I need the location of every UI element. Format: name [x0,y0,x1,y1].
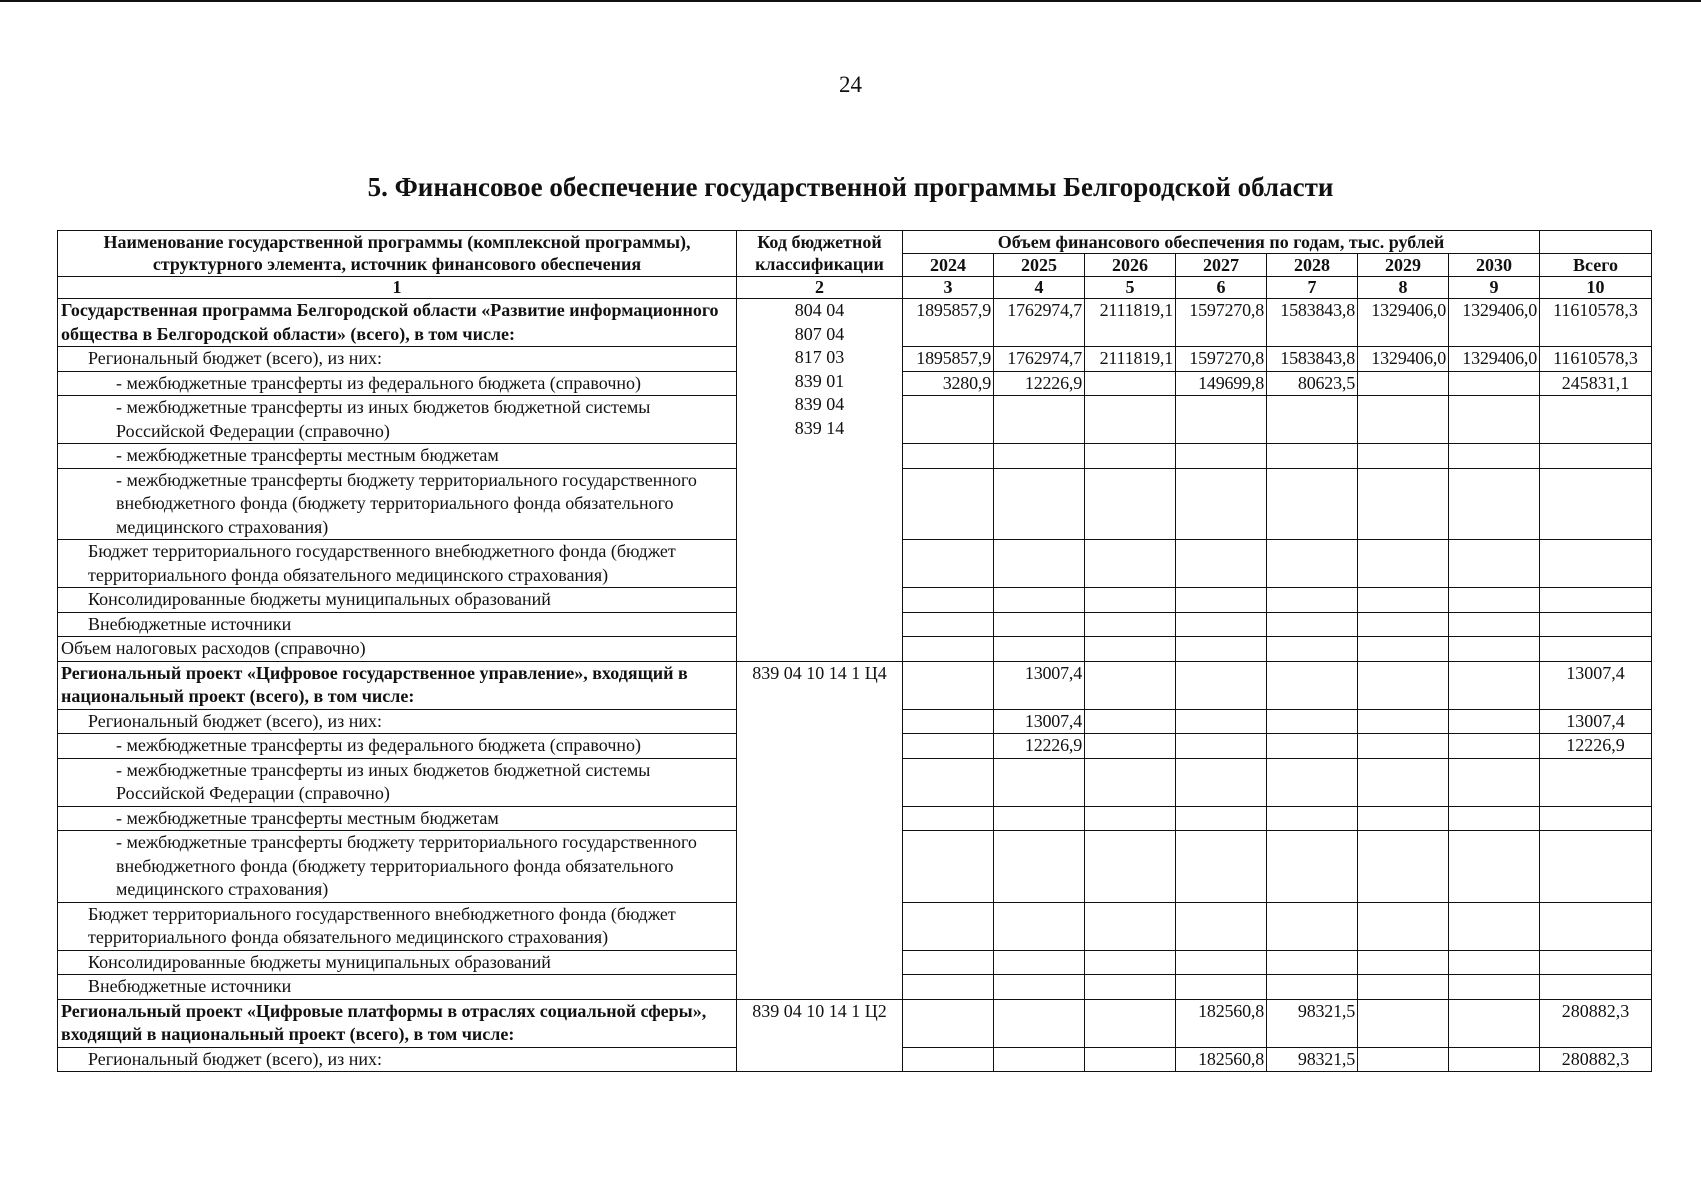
financing-table [57,230,1652,1072]
total-value-cell [1540,540,1652,588]
year-value-cell [994,902,1085,950]
year-value-cell [1176,734,1267,759]
year-value-cell [994,999,1085,1047]
year-value-cell [1176,806,1267,831]
year-value-cell [994,612,1085,637]
year-value-cell [1358,1047,1449,1072]
year-value-cell: 1329406,0 [1358,299,1449,347]
year-value-cell [1358,637,1449,662]
year-value-cell [1358,444,1449,469]
year-value-cell [1085,637,1176,662]
year-value-cell [1085,806,1176,831]
total-value-cell: 280882,3 [1540,1047,1652,1072]
year-value-cell [1449,444,1540,469]
year-value-cell [903,902,994,950]
year-value-cell [1085,1047,1176,1072]
total-value-cell [1540,588,1652,613]
year-value-cell [1176,975,1267,1000]
total-value-cell [1540,468,1652,540]
header-year: 2028 [1267,254,1358,277]
year-value-cell: 80623,5 [1267,371,1358,396]
header-code: Код бюджетной классификации [737,231,903,277]
year-value-cell [1267,396,1358,444]
row-name: - межбюджетные трансферты бюджету территориального государственного внебюджетного фонда (бюджету территориального фонда обязательного медицинского страхования) [58,831,737,903]
year-value-cell: 149699,8 [1176,371,1267,396]
year-value-cell: 98321,5 [1267,999,1358,1047]
year-value-cell [1358,588,1449,613]
year-value-cell [1449,588,1540,613]
year-value-cell [1449,396,1540,444]
year-value-cell [1267,758,1358,806]
budget-code: 839 04 10 14 1 Ц2 [752,1000,887,1021]
row-name: Региональный бюджет (всего), из них: [58,709,737,734]
year-value-cell [1358,709,1449,734]
project-name: Региональный проект «Цифровое государственное управление», входящий в национальный проект (всего), в том числе: [58,661,737,709]
year-value-cell [1176,709,1267,734]
year-value-cell [994,468,1085,540]
header-total: Всего [1540,254,1652,277]
year-value-cell [1267,612,1358,637]
column-number: 10 [1540,277,1652,299]
row-name: Региональный бюджет (всего), из них: [58,1047,737,1072]
year-value-cell [903,612,994,637]
row-name: Внебюджетные источники [58,975,737,1000]
year-value-cell [1176,831,1267,903]
header-total-spacer [1540,231,1652,254]
year-value-cell [1267,806,1358,831]
year-value-cell: 98321,5 [1267,1047,1358,1072]
column-number: 2 [737,277,903,299]
budget-code: 807 04 [794,323,845,344]
year-value-cell [1358,902,1449,950]
year-value-cell [1085,444,1176,469]
header-year: 2025 [994,254,1085,277]
column-number: 9 [1449,277,1540,299]
year-value-cell [994,588,1085,613]
year-value-cell [903,999,994,1047]
row-name: - межбюджетные трансферты из иных бюджетов бюджетной системы Российской Федерации (справочно) [58,396,737,444]
column-number: 3 [903,277,994,299]
row-name: Консолидированные бюджеты муниципальных образований [58,588,737,613]
year-value-cell [1267,637,1358,662]
total-value-cell: 13007,4 [1540,661,1652,709]
budget-code: 839 01 [794,370,845,391]
year-value-cell [1267,831,1358,903]
year-value-cell [903,637,994,662]
year-value-cell: 2111819,1 [1085,299,1176,347]
year-value-cell [1085,975,1176,1000]
year-value-cell [1176,468,1267,540]
year-value-cell [1449,612,1540,637]
page-number: 24 [839,72,862,97]
year-value-cell: 1583843,8 [1267,347,1358,372]
year-value-cell: 1762974,7 [994,347,1085,372]
total-value-cell: 12226,9 [1540,734,1652,759]
budget-code: 817 03 [794,347,845,367]
budget-code: 804 04 [794,300,845,320]
column-number: 7 [1267,277,1358,299]
year-value-cell [1449,468,1540,540]
year-value-cell: 1597270,8 [1176,347,1267,372]
year-value-cell [903,950,994,975]
year-value-cell [903,396,994,444]
row-name: Бюджет территориального государственного внебюджетного фонда (бюджет территориального фонда обязательного медицинского страхования) [58,902,737,950]
total-value-cell [1540,902,1652,950]
project-name: Региональный проект «Цифровые платформы в отраслях социальной сферы», входящий в национальный проект (всего), в том числе: [58,999,737,1047]
year-value-cell [1085,950,1176,975]
total-value-cell [1540,831,1652,903]
year-value-cell [1176,902,1267,950]
total-value-cell [1540,444,1652,469]
total-value-cell [1540,396,1652,444]
year-value-cell: 1762974,7 [994,299,1085,347]
year-value-cell: 1329406,0 [1358,347,1449,372]
year-value-cell [994,637,1085,662]
year-value-cell [1176,637,1267,662]
budget-codes-cell [737,661,903,999]
total-value-cell: 11610578,3 [1540,347,1652,372]
year-value-cell [903,806,994,831]
year-value-cell [1085,661,1176,709]
budget-codes-cell [737,999,903,1072]
year-value-cell [1449,758,1540,806]
total-value-cell: 13007,4 [1540,709,1652,734]
year-value-cell [1176,612,1267,637]
header-name: Наименование государственной программы (комплексной программы), структурного элемента, источник финансового обеспечения [58,231,737,277]
column-number: 5 [1085,277,1176,299]
year-value-cell [1176,396,1267,444]
year-value-cell [1449,540,1540,588]
year-value-cell [1358,734,1449,759]
year-value-cell [994,975,1085,1000]
year-value-cell [1085,902,1176,950]
program-name: Государственная программа Белгородской области «Развитие информационного общества в Белгородской области» (всего), в том числе: [58,299,737,347]
row-name: - межбюджетные трансферты местным бюджетам [58,444,737,469]
year-value-cell [903,588,994,613]
header-year: 2024 [903,254,994,277]
year-value-cell [903,758,994,806]
row-name: Объем налоговых расходов (справочно) [58,637,737,662]
year-value-cell [1085,734,1176,759]
year-value-cell: 12226,9 [994,371,1085,396]
column-number: 1 [58,277,737,299]
year-value-cell [903,975,994,1000]
year-value-cell [1085,468,1176,540]
year-value-cell [903,709,994,734]
year-value-cell [994,1047,1085,1072]
year-value-cell [1267,975,1358,1000]
year-value-cell [1358,612,1449,637]
year-value-cell [994,758,1085,806]
total-value-cell [1540,806,1652,831]
row-name: - межбюджетные трансферты местным бюджетам [58,806,737,831]
year-value-cell [1085,396,1176,444]
year-value-cell [1358,661,1449,709]
total-value-cell [1540,637,1652,662]
year-value-cell: 182560,8 [1176,999,1267,1047]
year-value-cell [1449,950,1540,975]
year-value-cell [903,1047,994,1072]
table-body [58,299,1652,1072]
year-value-cell [1449,831,1540,903]
year-value-cell [1267,734,1358,759]
year-value-cell: 182560,8 [1176,1047,1267,1072]
year-value-cell [1085,831,1176,903]
year-value-cell [1085,612,1176,637]
row-name: Региональный бюджет (всего), из них: [58,347,737,372]
total-value-cell [1540,758,1652,806]
page-top-border [0,0,1701,2]
year-value-cell [1085,540,1176,588]
year-value-cell [1358,371,1449,396]
year-value-cell [1176,540,1267,588]
year-value-cell: 13007,4 [994,709,1085,734]
table-row [58,299,1652,347]
table-row [58,661,1652,709]
row-name: - межбюджетные трансферты из федерального бюджета (справочно) [58,734,737,759]
year-value-cell [1267,950,1358,975]
header-year: 2029 [1358,254,1449,277]
budget-codes-cell [737,299,903,662]
year-value-cell [1449,661,1540,709]
year-value-cell [1085,709,1176,734]
column-number: 4 [994,277,1085,299]
budget-code: 839 14 [794,417,845,438]
page-title: 5. Финансовое обеспечение государственной программы Белгородской области [367,172,1334,202]
year-value-cell [1449,709,1540,734]
year-value-cell [1358,540,1449,588]
year-value-cell [994,540,1085,588]
year-value-cell [1449,734,1540,759]
row-name: Внебюджетные источники [58,612,737,637]
year-value-cell [1358,999,1449,1047]
year-value-cell [1267,540,1358,588]
year-value-cell [903,540,994,588]
year-value-cell [994,444,1085,469]
year-value-cell: 1583843,8 [1267,299,1358,347]
header-year: 2027 [1176,254,1267,277]
year-value-cell: 2111819,1 [1085,347,1176,372]
year-value-cell [1267,709,1358,734]
year-value-cell [1449,999,1540,1047]
year-value-cell [1449,1047,1540,1072]
year-value-cell [903,734,994,759]
total-value-cell [1540,950,1652,975]
year-value-cell [903,661,994,709]
column-number: 6 [1176,277,1267,299]
year-value-cell: 13007,4 [994,661,1085,709]
budget-code: 839 04 [794,394,845,414]
year-value-cell [994,950,1085,975]
year-value-cell [1449,806,1540,831]
year-value-cell [903,468,994,540]
year-value-cell: 1597270,8 [1176,299,1267,347]
year-value-cell [1449,637,1540,662]
row-name: - межбюджетные трансферты из федерального бюджета (справочно) [58,371,737,396]
row-name: Консолидированные бюджеты муниципальных образований [58,950,737,975]
year-value-cell [1176,758,1267,806]
year-value-cell [1085,588,1176,613]
year-value-cell [1358,975,1449,1000]
year-value-cell [994,806,1085,831]
total-value-cell: 245831,1 [1540,371,1652,396]
year-value-cell [903,444,994,469]
total-value-cell [1540,612,1652,637]
year-value-cell [903,831,994,903]
year-value-cell [1176,950,1267,975]
year-value-cell [1176,661,1267,709]
row-name: - межбюджетные трансферты бюджету территориального государственного внебюджетного фонда (бюджету территориального фонда обязательного медицинского страхования) [58,468,737,540]
year-value-cell [1267,468,1358,540]
year-value-cell [1449,902,1540,950]
table-row [58,999,1652,1047]
year-value-cell [1176,588,1267,613]
row-name: Бюджет территориального государственного внебюджетного фонда (бюджет территориального фонда обязательного медицинского страхования) [58,540,737,588]
column-number: 8 [1358,277,1449,299]
year-value-cell [1358,396,1449,444]
year-value-cell [1449,975,1540,1000]
year-value-cell [1358,806,1449,831]
year-value-cell [1085,758,1176,806]
year-value-cell: 12226,9 [994,734,1085,759]
year-value-cell [1449,371,1540,396]
total-value-cell [1540,975,1652,1000]
year-value-cell: 3280,9 [903,371,994,396]
year-value-cell [1176,444,1267,469]
total-value-cell: 280882,3 [1540,999,1652,1047]
year-value-cell: 1895857,9 [903,347,994,372]
budget-code: 839 04 10 14 1 Ц4 [752,662,887,683]
year-value-cell [1358,468,1449,540]
year-value-cell [1267,661,1358,709]
year-value-cell [994,831,1085,903]
header-volume: Объем финансового обеспечения по годам, тыс. рублей [903,231,1540,254]
year-value-cell [1267,588,1358,613]
year-value-cell [1267,444,1358,469]
header-year: 2026 [1085,254,1176,277]
row-name: - межбюджетные трансферты из иных бюджетов бюджетной системы Российской Федерации (справочно) [58,758,737,806]
year-value-cell: 1329406,0 [1449,347,1540,372]
year-value-cell [1358,831,1449,903]
year-value-cell [994,396,1085,444]
year-value-cell [1358,758,1449,806]
header-year: 2030 [1449,254,1540,277]
year-value-cell: 1329406,0 [1449,299,1540,347]
year-value-cell [1358,950,1449,975]
total-value-cell: 11610578,3 [1540,299,1652,347]
year-value-cell [1267,902,1358,950]
year-value-cell [1085,999,1176,1047]
year-value-cell: 1895857,9 [903,299,994,347]
year-value-cell [1085,371,1176,396]
